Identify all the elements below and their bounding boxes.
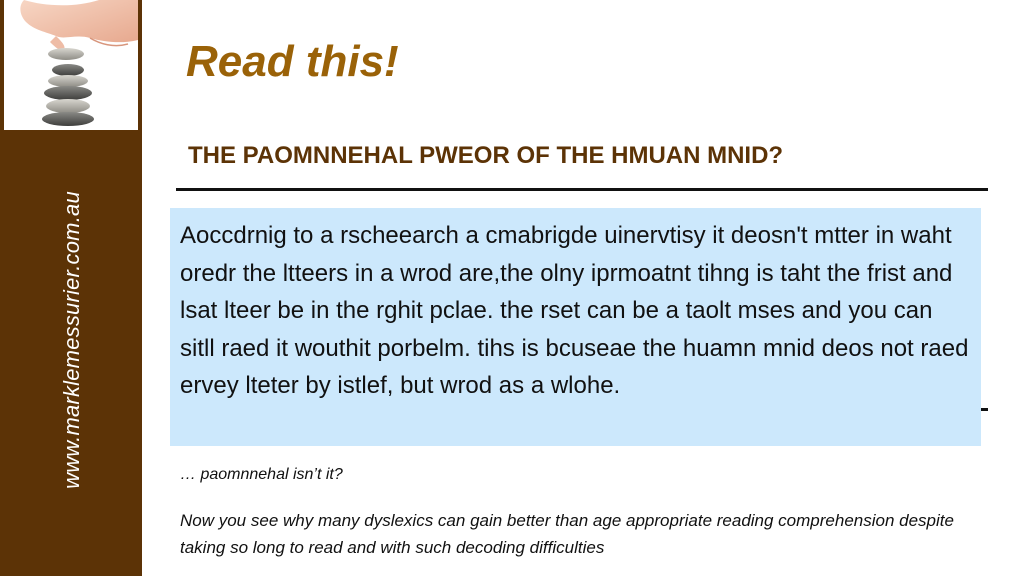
stone	[42, 112, 94, 126]
stone	[52, 64, 84, 76]
conclusion-text: Now you see why many dyslexics can gain better than age appropriate reading comprehension despite taking so long to read and with such decoding difficulties	[180, 511, 954, 557]
hand-shape	[20, 0, 138, 42]
stone	[48, 75, 88, 87]
note-text: … paomnnehal isn’t it?	[180, 466, 343, 483]
scrambled-text-box	[170, 208, 981, 446]
divider-line	[176, 188, 988, 191]
hand-stacking-stones-photo	[4, 0, 138, 130]
sidebar	[0, 0, 142, 576]
stone	[44, 86, 92, 100]
slide-subtitle: THE PAOMNNEHAL PWEOR OF THE HMUAN MNID?	[188, 142, 784, 169]
stone	[46, 99, 90, 113]
stone-top	[48, 48, 84, 60]
website-url: www.marklemessurier.com.au	[59, 191, 84, 489]
slide-title: Read this!	[186, 37, 399, 86]
scrambled-paragraph: Aoccdrnig to a rscheearch a cmabrigde uinervtisy it deosn't mtter in waht oredr the ltteers in a wrod are,the olny iprmoatnt tihng is taht the frist and lsat lteer be in the rghit pclae. the rset can be a taolt mses and you can sitll raed it wouthit porbelm. tihs is bcuseae the huamn mnid deos not raed ervey lteter by istlef, but wrod as a wlohe.	[180, 222, 969, 400]
stones-illustration	[4, 0, 138, 130]
divider-line-tail	[980, 408, 988, 411]
